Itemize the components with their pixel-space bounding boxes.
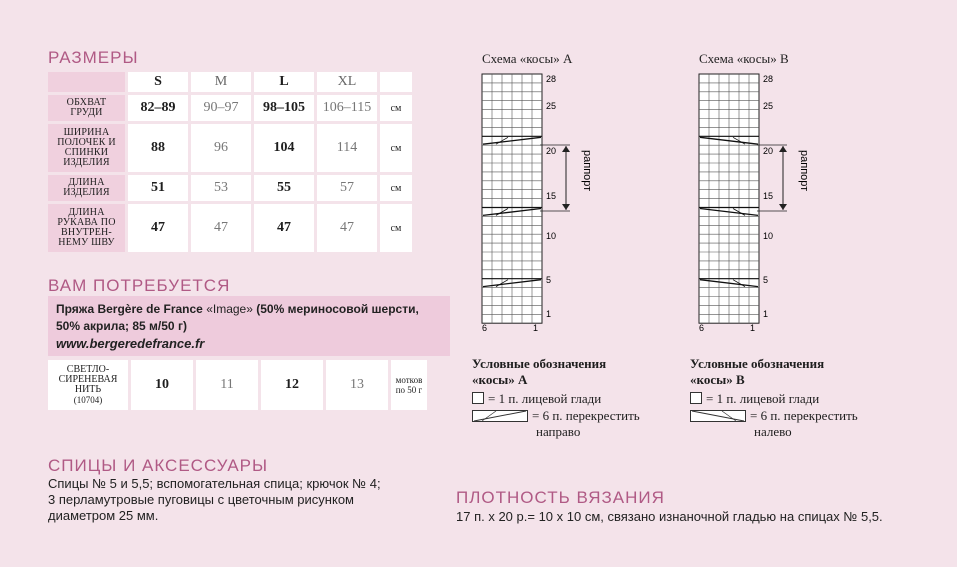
table-cell: 106–115 xyxy=(317,95,377,121)
header-blank xyxy=(380,72,412,92)
chart-b-grid xyxy=(687,68,837,338)
yarn-description xyxy=(48,296,450,356)
yarn-line-2: 50% акрила; 85 м/50 г) xyxy=(56,319,187,333)
unit-cell: мотков по 50 г xyxy=(391,360,427,410)
row-label: 1 xyxy=(763,309,769,319)
table-row xyxy=(48,204,412,252)
chart-b-title: Схема «косы» B xyxy=(699,51,789,66)
table-cell: 47 xyxy=(317,204,377,252)
legend-b-item-knit: = 1 п. лицевой глади xyxy=(690,391,819,407)
size-header: S xyxy=(128,72,188,92)
sizes-table xyxy=(45,69,415,255)
unit-cell: см xyxy=(380,95,412,121)
table-row xyxy=(48,124,412,172)
size-header: XL xyxy=(317,72,377,92)
table-cell: 13 xyxy=(326,360,388,410)
table-cell: 51 xyxy=(128,175,188,201)
row-label: 10 xyxy=(763,231,774,241)
chart-a-title: Схема «косы» A xyxy=(482,51,573,66)
needles-text: Спицы № 5 и 5,5; вспомогательная спица; крючок № 4; 3 перламутровые пуговицы с цветочным рисунком диаметром 25 мм. xyxy=(48,476,381,523)
row-label: 5 xyxy=(763,275,769,285)
size-header: M xyxy=(191,72,251,92)
table-cell: 55 xyxy=(254,175,314,201)
legend-b-item-cable: = 6 п. перекрестить налево xyxy=(690,408,858,440)
knit-stitch-symbol xyxy=(690,392,702,404)
table-cell: 114 xyxy=(317,124,377,172)
row-label: 15 xyxy=(763,191,774,201)
table-cell: 12 xyxy=(261,360,323,410)
website-link[interactable]: www.bergeredefrance.fr xyxy=(56,336,205,351)
needs-title: ВАМ ПОТРЕБУЕТСЯ xyxy=(48,276,231,295)
row-label: 5 xyxy=(546,275,552,285)
legend-a-item-cable: = 6 п. перекрестить направо xyxy=(472,408,640,440)
legend-b-title: Условные обозначения «косы» B xyxy=(690,356,825,387)
col-label: 6 xyxy=(699,323,705,333)
cable-left-symbol xyxy=(690,410,746,422)
unit-cell: см xyxy=(380,124,412,172)
col-label: 1 xyxy=(750,323,756,333)
row-label: ДЛИНА ИЗДЕЛИЯ xyxy=(48,175,125,201)
legend-a-title: Условные обозначения «косы» A xyxy=(472,356,607,387)
row-label: ДЛИНА РУКАВА ПО ВНУТРЕН- НЕМУ ШВУ xyxy=(48,204,125,252)
repeat-label: раппорт xyxy=(581,150,593,192)
row-label: 25 xyxy=(763,101,774,111)
table-row xyxy=(48,360,427,410)
row-label: 25 xyxy=(546,101,557,111)
table-cell: 104 xyxy=(254,124,314,172)
row-label: 15 xyxy=(546,191,557,201)
table-cell: 47 xyxy=(254,204,314,252)
repeat-label: раппорт xyxy=(798,150,810,192)
table-cell: 82–89 xyxy=(128,95,188,121)
table-cell: 47 xyxy=(128,204,188,252)
row-label: СВЕТЛО- СИРЕНЕВАЯ НИТЬ (10704) xyxy=(48,360,128,410)
yarn-quantity-table xyxy=(45,360,430,410)
knit-stitch-symbol xyxy=(472,392,484,404)
row-label: 20 xyxy=(763,146,774,156)
table-row xyxy=(48,175,412,201)
table-cell: 98–105 xyxy=(254,95,314,121)
row-label: 20 xyxy=(546,146,557,156)
row-label: 10 xyxy=(546,231,557,241)
unit-cell: см xyxy=(380,204,412,252)
size-header: L xyxy=(254,72,314,92)
yarn-line-1: Пряжа Bergère de France «Image» (50% мериносовой шерсти, xyxy=(56,302,419,316)
chart-a-grid xyxy=(470,68,620,338)
table-cell: 11 xyxy=(196,360,258,410)
table-cell: 53 xyxy=(191,175,251,201)
gauge-text: 17 п. х 20 р.= 10 х 10 см, связано изнаночной гладью на спицах № 5,5. xyxy=(456,509,883,524)
cable-right-symbol xyxy=(472,410,528,422)
legend-a-item-knit: = 1 п. лицевой глади xyxy=(472,391,601,407)
row-label: 28 xyxy=(546,74,557,84)
unit-cell: см xyxy=(380,175,412,201)
table-row xyxy=(48,95,412,121)
gauge-title: ПЛОТНОСТЬ ВЯЗАНИЯ xyxy=(456,488,665,507)
table-cell: 47 xyxy=(191,204,251,252)
table-cell: 88 xyxy=(128,124,188,172)
row-label: 28 xyxy=(763,74,774,84)
table-cell: 96 xyxy=(191,124,251,172)
sizes-header-row xyxy=(48,72,412,92)
row-label: ОБХВАТ ГРУДИ xyxy=(48,95,125,121)
header-blank xyxy=(48,72,125,92)
row-label: ШИРИНА ПОЛОЧЕК И СПИНКИ ИЗДЕЛИЯ xyxy=(48,124,125,172)
col-label: 1 xyxy=(533,323,539,333)
row-label: 1 xyxy=(546,309,552,319)
table-cell: 90–97 xyxy=(191,95,251,121)
table-cell: 57 xyxy=(317,175,377,201)
needles-title: СПИЦЫ И АКСЕССУАРЫ xyxy=(48,456,269,475)
table-cell: 10 xyxy=(131,360,193,410)
sizes-title: РАЗМЕРЫ xyxy=(48,48,139,67)
col-label: 6 xyxy=(482,323,488,333)
